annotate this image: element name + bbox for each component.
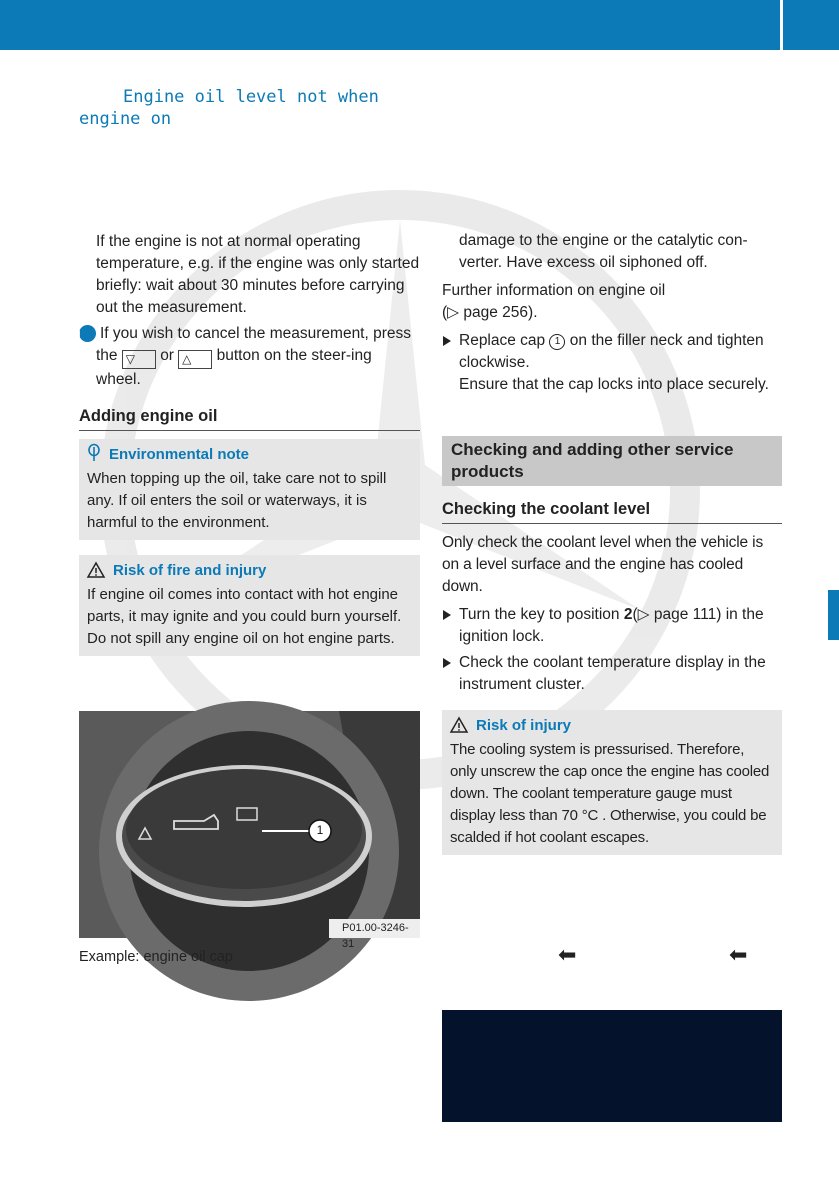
header-divider (780, 0, 783, 50)
oil-cap-illustration (79, 711, 420, 938)
page-heading (79, 86, 439, 130)
warning-triangle-icon (450, 717, 468, 733)
injury-warning-note (442, 710, 782, 855)
step1-after: on the filler neck and tighten clockwise. (459, 332, 764, 371)
chapter-side-tab[interactable] (828, 590, 839, 640)
right-column (442, 230, 782, 855)
fire-warning-body: If engine oil comes into contact with hot engine parts, it may ignite and you could burn yourself. Do not spill any engine oil on hot engine parts. (87, 586, 402, 647)
figure-caption: Example: engine oil cap (79, 949, 233, 965)
env-note-body: When topping up the oil, take care not to spill any. If oil enters the soil or waterways, it is harmful to the environment. (87, 470, 387, 531)
section-title-adding-oil: Adding engine oil (79, 405, 420, 431)
step1-callout-icon: 1 (549, 334, 565, 350)
step1-extra: Ensure that the cap locks into place securely. (459, 376, 769, 393)
back-arrow-icon[interactable]: ⬅ (558, 942, 577, 967)
section-title-coolant: Checking the coolant level (442, 498, 782, 524)
info-text-after: button on the steer-ing wheel. (96, 347, 372, 388)
fire-warning-title (87, 560, 412, 582)
top-header-bar (0, 0, 839, 50)
step1-before: Replace cap (459, 332, 546, 349)
back-arrow-icon[interactable]: ⬅ (729, 942, 748, 967)
fire-warning-note (79, 555, 420, 656)
bullet-arrow-icon (443, 658, 451, 668)
info-text-or: or (160, 347, 174, 364)
step2-before: Turn the key to position (459, 606, 620, 623)
section-banner-service-products: Checking and adding other service products (442, 436, 782, 486)
dark-panel (442, 1010, 782, 1122)
injury-warning-body: The cooling system is pressurised. Therefore, only unscrew the cap once the engine has cooled down. The coolant temperature gauge must display less than 70 °C . Otherwise, you could be scalded if hot coolant escapes. (450, 741, 770, 846)
intro-paragraph: If the engine is not at normal operating temperature, e.g. if the engine was only started briefly: wait about 30 minutes before carrying out the measurement. (96, 233, 420, 316)
page-heading-line2: engine on (79, 109, 172, 129)
step2-after: (▷ page 111) in the ignition lock. (459, 606, 764, 645)
fire-warning-title-text: Risk of fire and injury (113, 562, 267, 579)
step2-bold: 2 (623, 606, 633, 623)
step-turn-key (442, 604, 782, 648)
continued-paragraph: damage to the engine or the catalytic con-verter. Have excess oil siphoned off. (459, 232, 748, 271)
further-info-page-link[interactable]: (▷ page 256). (442, 304, 538, 321)
left-column (79, 231, 420, 656)
env-note-title (87, 444, 412, 466)
bullet-arrow-icon (443, 336, 451, 346)
info-text-before: If you wish to cancel the measurement, press the (96, 325, 412, 364)
injury-warning-title-text: Risk of injury (476, 717, 572, 734)
scroll-down-button-icon: ▽ (122, 350, 156, 369)
page-heading-line1: Engine oil level not when (123, 87, 379, 107)
info-icon: i (79, 325, 96, 342)
step-replace-cap (442, 330, 782, 396)
step3-text: Check the coolant temperature display in the instrument cluster. (459, 654, 766, 693)
leaf-icon (87, 444, 101, 462)
further-info-text: Further information on engine oil (442, 282, 666, 299)
warning-triangle-icon (87, 562, 105, 578)
coolant-paragraph: Only check the coolant level when the vehicle is on a level surface and the engine has cooled down. (442, 534, 764, 595)
further-info-paragraph (442, 280, 782, 324)
info-paragraph (79, 323, 420, 391)
scroll-up-button-icon: △ (178, 350, 212, 369)
engine-oil-cap-photo (79, 711, 420, 950)
figure-code: P01.00-3246-31 (342, 922, 409, 950)
env-note-title-text: Environmental note (109, 446, 250, 463)
step-check-display (442, 652, 782, 696)
bullet-arrow-icon (443, 610, 451, 620)
injury-warning-title (450, 715, 774, 737)
environmental-note (79, 439, 420, 540)
callout-number: 1 (316, 823, 324, 837)
